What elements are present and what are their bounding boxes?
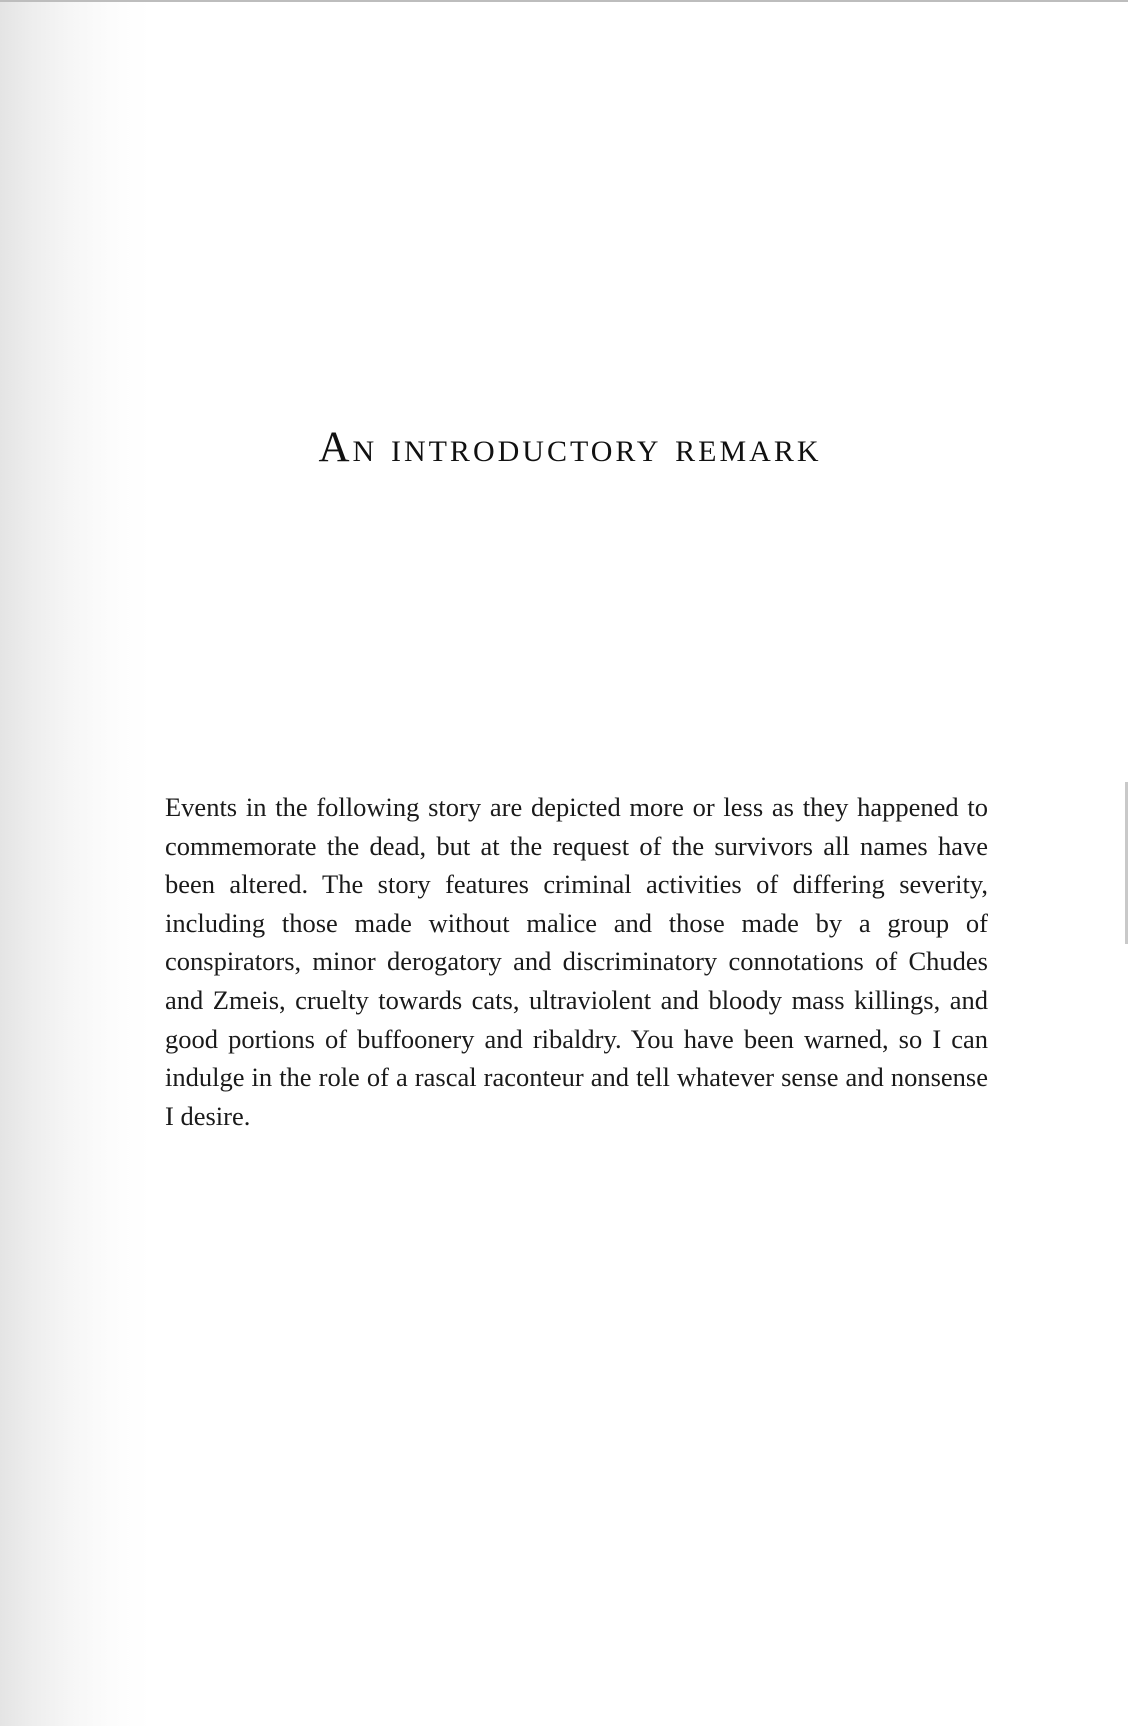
chapter-title: An introductory remark: [318, 424, 822, 471]
book-page: [0, 2, 1128, 1726]
intro-paragraph: Events in the following story are depicted more or less as they happened to commemorate the dead, but at the request of the survivors all names have been altered. The story features criminal activities of differing severity, including those made without malice and those made by a group of conspirators, minor derogatory and discriminatory connotations of Chudes and Zmeis, cruelty towards cats, ultraviolent and bloody mass killings, and good portions of buffoonery and ribaldry. You have been warned, so I can indulge in the role of a rascal raconteur and tell whatever sense and nonsense I desire.: [165, 792, 988, 1131]
